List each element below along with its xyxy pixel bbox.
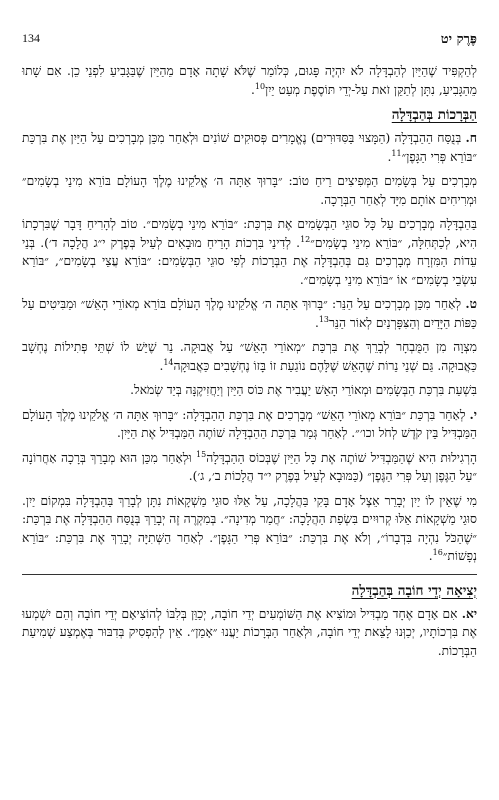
page-body bbox=[22, 62, 477, 666]
footnote-ref: 10 bbox=[254, 81, 266, 91]
section-heading-blessings: הַבְּרָכוֹת בְּהַבְדָּלָה bbox=[391, 107, 477, 123]
chapter-title: פֶּרֶק יט bbox=[440, 32, 477, 47]
footnote-ref: 12 bbox=[300, 234, 311, 244]
drink-paragraph: הָרְגִילוּת הִיא שֶׁהַמַּבְדִּיל שׁוֹתֶה אֶת כָּל הַיַּיִן שֶׁבְּכוֹס הַהַבְדָּלָה$^{15}$ וּלְאַחַר מִכֵּן הוּא מְבָרֵךְ בְּרָכָה אַחֲרוֹנָה ״עַל הַגֶּפֶן וְעַל פְּרִי הַגֶּפֶן״ (כַּמּוּבָא לְעֵיל בְּפֶרֶק י״ד הֲלָכוֹת ב׳, ג׳). bbox=[22, 449, 477, 483]
candle-paragraph: מִצְוָה מִן הַמֻּבְחָר לְבָרֵךְ אֶת בִּרְכַּת ״מְאוֹרֵי הָאֵשׁ״ עַל אֲבוּקָה. נֵר שֶׁיֵּשׁ לוֹ שְׁתֵּי פְּתִילוֹת נֶחְשָׁב כַּאֲבוּקָה. גַּם שְׁנֵי נֵרוֹת שֶׁהָאֵשׁ שֶׁלָּהֶם נוֹגַעַת זוֹ בָּזוֹ נֶחְשָׁבִים כַּאֲבוּקָה$^{14}$. bbox=[22, 340, 477, 373]
halacha-10: י. לְאַחַר בִּרְכַּת ״בּוֹרֵא מְאוֹרֵי הָאֵשׁ״ מְבָרְכִים אֶת בִּרְכַּת הַהַבְדָּלָה: ״בָּרוּךְ אַתָּה ה׳ אֱלֹקֵינוּ מֶלֶךְ הָעוֹלָם הַמַּבְדִּיל בֵּין קֹדֶשׁ לְחֹל וכו׳״. לְאַחַר גְּמַר בִּרְכַּת הַהַבְדָּלָה שׁוֹתֶה הַמַּבְדִּיל אֶת הַיַּיִן. bbox=[22, 407, 477, 440]
no-wine-paragraph: מִי שֶׁאֵין לוֹ יַיִן יְבָרֵר אֵצֶל אָדָם בָּקִי בַּהֲלָכָה, עַל אֵלּוּ סוּגֵי מַשְׁקָאוֹת נִתָּן לְבָרֵךְ בַּהַבְדָּלָה בִּמְקוֹם יַיִן. סוּגֵי מַשְׁקָאוֹת אֵלּוּ קְרוּיִים בִּשְׂפַת הַהֲלָכָה: ״חֲמַר מְדִינָה״. בְּמִקְרֶה זֶה יְבָרֵךְ בְּנֻסַּח הַהַבְדָּלָה אֶת בִּרְכַּת: ״שֶׁהַכֹּל נִהְיָה בִּדְבָרוֹ״, וְלֹא אֶת בִּרְכַּת: ״בּוֹרֵא פְּרִי הַגָּפֶן״. לְאַחַר הַשְּׁתִיָּה יְבָרֵךְ אֶת בִּרְכַּת: ״בּוֹרֵא נְפָשׁוֹת״$^{16}$. bbox=[22, 493, 477, 563]
halacha-9: ט. לְאַחַר מִכֵּן מְבָרְכִים עַל הַנֵּר: ״בָּרוּךְ אַתָּה ה׳ אֱלֹקֵינוּ מֶלֶךְ הָעוֹלָם בּוֹרֵא מְאוֹרֵי הָאֵשׁ״ וּמַבִּיטִים עַל כַּפּוֹת הַיָּדַיִם וְהַצִּפָּרְנַיִם לְאוֹר הַנֵּר$^{13}$. bbox=[22, 297, 478, 330]
page-header bbox=[22, 31, 477, 49]
footnote-ref: 13 bbox=[318, 314, 329, 324]
footnote-ref: 14 bbox=[163, 357, 174, 367]
halacha-label: יא. bbox=[461, 606, 478, 621]
hands-paragraph: בִּשְׁעַת בִּרְכַּת הַבְּשָׂמִים וּמְאוֹרֵי הָאֵשׁ יַעֲבִיר אֶת כּוֹס הַיַּיִן וְיַחֲזִיקֶנָּה בְּיַד שְׂמֹאל. bbox=[130, 383, 477, 397]
halacha-label: י. bbox=[469, 407, 477, 422]
page-number: 134 bbox=[22, 31, 40, 45]
footnote-ref: 11 bbox=[391, 148, 402, 158]
footnote-ref: 16 bbox=[432, 547, 443, 557]
section-heading-obligation: יְצִיאָה יְדֵי חוֹבָה בְּהַבְדָּלָה bbox=[351, 582, 477, 599]
halacha-11: יא. אִם אָדָם אֶחָד מַבְדִּיל וּמוֹצִיא אֶת הַשּׁוֹמְעִים יְדֵי חוֹבָה, יְכַוֵּן בְּלִבּוֹ לְהוֹצִיאָם יְדֵי חוֹבָה וְהֵם יִשְׁמְעוּ אֶת בִּרְכוֹתָיו, יְכַוְּנוּ לָצֵאת יְדֵי חוֹבָה, וּלְאַחַר הַבְּרָכוֹת יַעֲנוּ ״אָמֵן״. אֵין לְהַפְסִיק בְּדִבּוּר בְּאֶמְצַע שְׁמִיעַת הַבְּרָכוֹת. bbox=[22, 606, 478, 658]
spices-paragraph-2: בַּהַבְדָּלָה מְבָרְכִים עַל כָּל סוּגֵי הַבְּשָׂמִים אֶת בִּרְכַּת: ״בּוֹרֵא מִינֵי בְשָׂמִים״. טוֹב לְהָרִיחַ דָּבָר שֶׁבִּרְכָתוֹ הִיא, לְכַתְּחִלָּה, ״בּוֹרֵא מִינֵי בְשָׂמִים״$^{12}$. לְדִינֵי בִּרְכוֹת הָרֵיחַ מוּבָאִים לְעֵיל בְּפֶרֶק י״ג הֲלָכָה ד׳). בְּנֵי עֵדוֹת הַמִּזְרָח מְבָרְכִים גַּם בְּהַבְדָּלָה אֶת הַבְּרָכוֹת לְפִי סוּגֵי הַבְּשָׂמִים: ״בּוֹרֵא עֲצֵי בְשָׂמִים״, ״בּוֹרֵא עִשְׂבֵי בְשָׂמִים״ אוֹ ״בּוֹרֵא מִינֵי בְשָׂמִים״. bbox=[22, 217, 478, 287]
halacha-label: ט. bbox=[465, 297, 478, 311]
footnote-ref: 15 bbox=[196, 449, 207, 459]
divider bbox=[22, 574, 477, 575]
halacha-label: ח. bbox=[465, 131, 477, 145]
halacha-8: ח. בְּנֻסַּח הַהַבְדָּלָה (הַמָּצוּי בַּסִּדּוּרִים) נֶאֱמָרִים פְּסוּקִים שׁוֹנִים וּלְאַחַר מִכֵּן מְבָרְכִים עַל הַיַּיִן אֶת בִּרְכַּת ״בּוֹרֵא פְּרִי הַגָּפֶן״$^{11}$. bbox=[22, 131, 477, 164]
intro-paragraph: לְהַקְפִּיד שֶׁהַיַּיִן לְהַבְדָּלָה לֹא יִהְיֶה פָּגוּם, כְּלוֹמַר שֶׁלֹּא שָׁתָה אָדָם מֵהַיַּיִן שֶׁבַּגָּבִיעַ לִפְנֵי כֵן. אִם שָׁתוּ מֵהַגָּבִיעַ, נִתָּן לְתַקֵּן זֹאת עַל-יְדֵי תּוֹסֶפֶת מְעַט יַיִן$^{10}$. bbox=[22, 64, 477, 97]
spices-paragraph: מְבָרְכִים עַל בְּשָׂמִים הַמְּפִיצִים רֵיחַ טוֹב: ״בָּרוּךְ אַתָּה ה׳ אֱלֹקֵינוּ מֶלֶךְ הָעוֹלָם בּוֹרֵא מִינֵי בְשָׂמִים״ וּמְרִיחִים אוֹתָם מִיָּד לְאַחַר הַבְּרָכָה. bbox=[22, 174, 477, 207]
